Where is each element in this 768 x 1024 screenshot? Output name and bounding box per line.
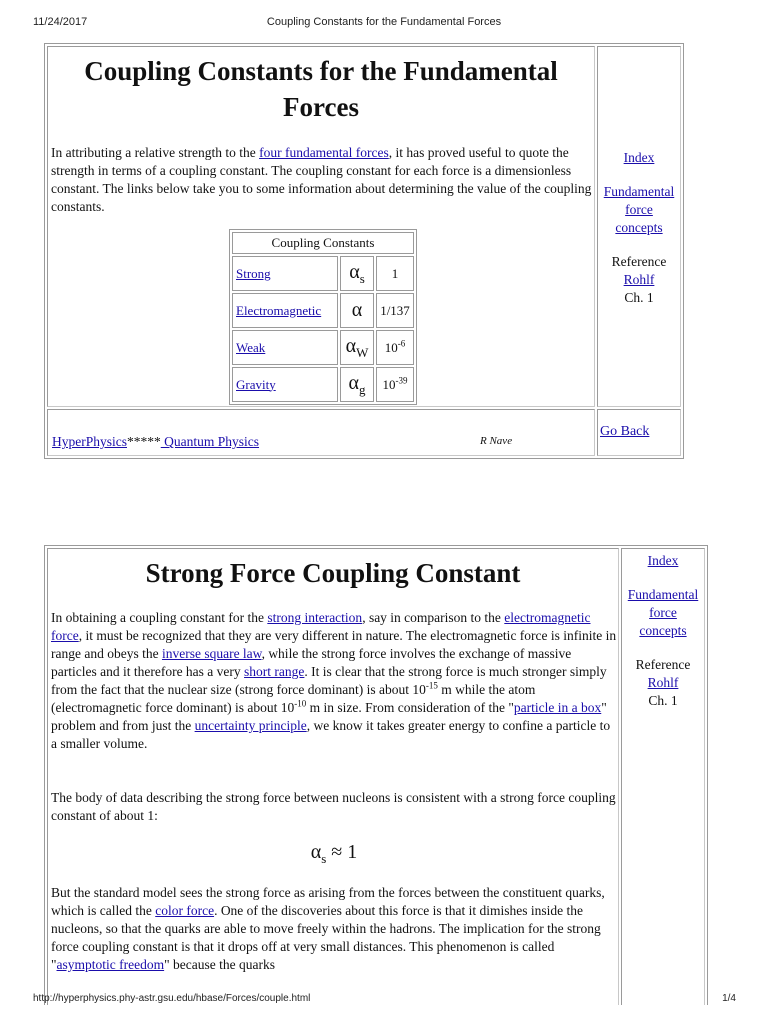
- coupling-constants-table: [229, 229, 417, 405]
- print-page-title: Coupling Constants for the Fundamental Forces: [266, 16, 502, 28]
- section1-footer-cell: [47, 409, 595, 456]
- electromagnetic-force-link[interactable]: electromagnetic force: [51, 610, 591, 643]
- standard-model-paragraph: But the standard model sees the strong force as arising from the forces between the constituent quarks, which is called the color force. One of the discoveries about this force is that it dimishes inside the nucleons, so that the quarks are able to move freely within the hadrons. The implication for the strong force coupling constant is that it drops off at very small distances. This phenomenon is called "asymptotic freedom" because the quarks: [51, 885, 605, 972]
- section1-sidebar: [597, 46, 681, 407]
- coupling-value: $10^{-39}$: [376, 367, 414, 402]
- stars: *****: [127, 434, 161, 449]
- reference-label: Reference: [635, 657, 691, 672]
- weak-link[interactable]: Weak: [236, 339, 266, 355]
- alpha-symbol: α: [340, 293, 374, 328]
- alpha-s-equation: $\alpha_s \approx 1$: [310, 841, 358, 866]
- table-row: [232, 330, 414, 365]
- print-date: 11/24/2017: [33, 16, 88, 28]
- coupling-value: 1/137: [376, 293, 414, 328]
- short-range-link[interactable]: short range: [244, 664, 305, 679]
- rohlf-link[interactable]: Rohlf: [647, 675, 679, 690]
- chapter-label: Ch. 1: [624, 290, 654, 305]
- print-url: http://hyperphysics.phy-astr.gsu.edu/hbase/Forces/couple.html: [33, 993, 311, 1004]
- hyperphysics-link[interactable]: HyperPhysics: [52, 434, 127, 449]
- asymptotic-freedom-link[interactable]: asymptotic freedom: [56, 957, 165, 972]
- chapter-label: Ch. 1: [648, 693, 678, 708]
- table-row: [232, 256, 414, 291]
- section2-sidebar: [621, 548, 705, 1005]
- particle-in-a-box-link[interactable]: particle in a box: [513, 700, 602, 715]
- intro-paragraph: In attributing a relative strength to the four fundamental forces, it has proved useful to quote the strength in terms of a coupling constant. The coupling constant for each force is a dimensionless constant. The links below take you to some information about determining the value of the coupling constants.: [51, 145, 592, 214]
- table-header: Coupling Constants: [232, 232, 414, 254]
- four-forces-link[interactable]: four fundamental forces: [259, 145, 389, 160]
- coupling-value: $10^{-6}$: [376, 330, 414, 365]
- strong-link[interactable]: Strong: [236, 265, 271, 281]
- index-link[interactable]: Index: [647, 553, 679, 568]
- gravity-link[interactable]: Gravity: [236, 376, 276, 392]
- rohlf-link[interactable]: Rohlf: [623, 272, 655, 287]
- alpha-symbol: $\alpha_s$: [340, 256, 374, 291]
- author-label: R Nave: [480, 435, 513, 447]
- go-back-link[interactable]: Go Back: [600, 424, 650, 439]
- go-back-cell: [597, 409, 681, 456]
- color-force-link[interactable]: color force: [155, 903, 215, 918]
- page-title: Coupling Constants for the Fundamental Forces: [84, 56, 558, 122]
- table-row: [232, 293, 414, 328]
- coupling-value: 1: [376, 256, 414, 291]
- fundamental-force-concepts-link[interactable]: Fundamental force concepts: [603, 184, 675, 235]
- inverse-square-law-link[interactable]: inverse square law: [161, 646, 262, 661]
- alpha-symbol: $\alpha_g$: [340, 367, 374, 402]
- section2-main-cell: [47, 548, 619, 1005]
- strong-interaction-link[interactable]: strong interaction: [267, 610, 363, 625]
- index-link[interactable]: Index: [623, 150, 655, 165]
- reference-label: Reference: [611, 254, 667, 269]
- nucleon-data-paragraph: The body of data describing the strong force between nucleons is consistent with a strong force coupling constant of about 1:: [51, 790, 616, 823]
- strong-force-paragraph: In obtaining a coupling constant for the strong interaction, say in comparison to the electromagnetic force, it must be recognized that they are very different in nature. The electromagnetic force is infinite in range and obeys the inverse square law, while the strong force involves the exchange of massive particles and it therefore has a very short range. It is clear that the strong force is much stronger simply from the fact that the nuclear size (strong force dominant) is about $10^{-15}$ m while the atom (electromagnetic force dominant) is about $10^{-10}$ m in size. From consideration of the "particle in a box" problem and from just the uncertainty principle, we know it takes greater energy to confine a particle to a smaller volume.: [51, 610, 617, 751]
- alpha-symbol: $\alpha_W$: [340, 330, 374, 365]
- table-row: [232, 367, 414, 402]
- electromagnetic-link[interactable]: Electromagnetic: [236, 302, 322, 318]
- uncertainty-principle-link[interactable]: uncertainty principle: [194, 718, 307, 733]
- quantum-physics-link[interactable]: Quantum Physics: [160, 434, 260, 449]
- section-title: Strong Force Coupling Constant: [145, 558, 521, 588]
- print-page-number: 1/4: [722, 993, 736, 1004]
- section1-main-cell: [47, 46, 595, 407]
- fundamental-force-concepts-link[interactable]: Fundamental force concepts: [627, 587, 699, 638]
